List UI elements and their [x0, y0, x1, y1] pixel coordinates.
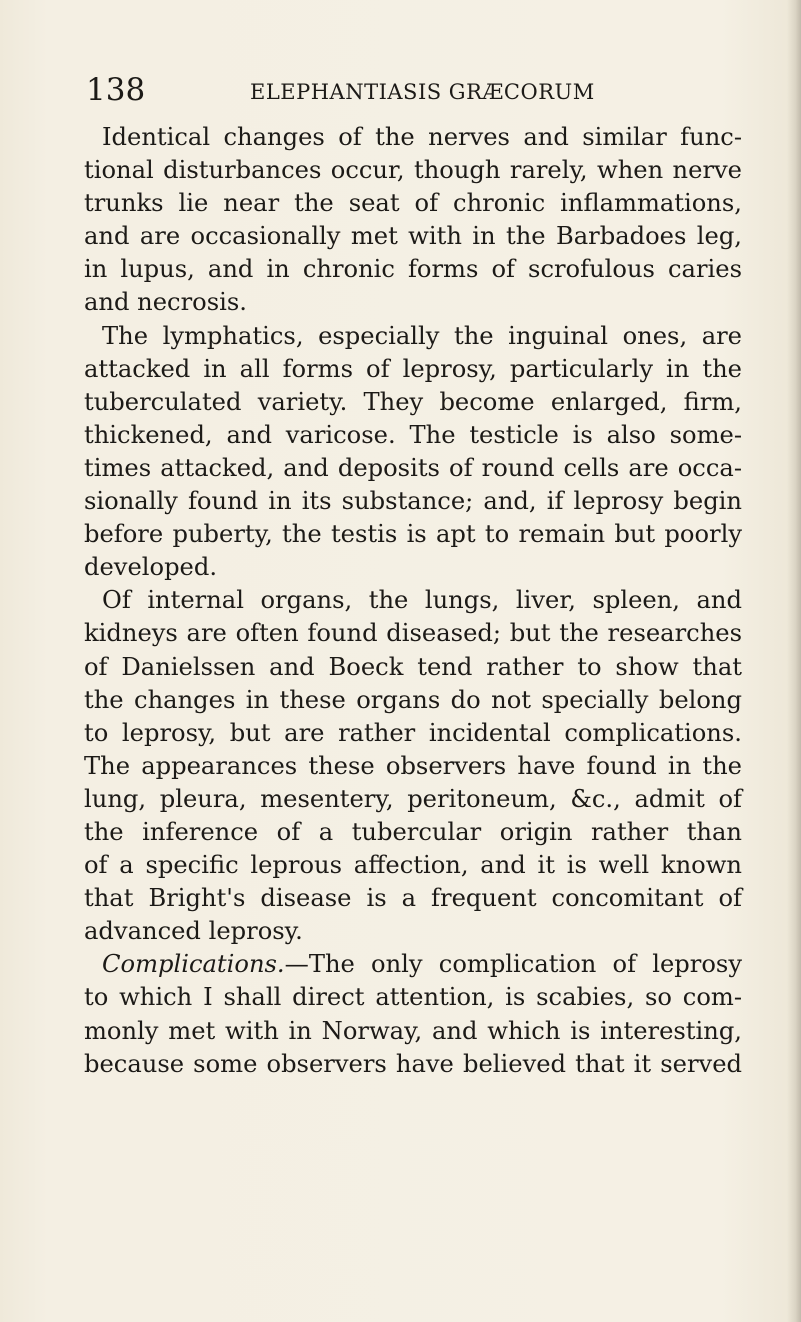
text-line: kidneys are often found diseased; but the researches [84, 619, 742, 648]
body-text [84, 121, 742, 1081]
text-line: monly met with in Norway, and which is interesting, [84, 1016, 742, 1045]
text-line: to which I shall direct attention, is scabies, so com- [84, 983, 742, 1012]
text-line: the changes in these organs do not specially belong [84, 685, 742, 714]
text-line: before puberty, the testis is apt to remain but poorly [84, 520, 742, 549]
text-line: Identical changes of the nerves and similar func- [102, 123, 742, 151]
page-header [86, 70, 738, 114]
text-line: and are occasionally met with in the Barbadoes leg, [84, 222, 742, 251]
text-line: tuberculated variety. They become enlarged, firm, [84, 387, 742, 416]
text-line: sionally found in its substance; and, if leprosy begin [84, 487, 742, 516]
running-head: ELEPHANTIASIS GRÆCORUM [250, 80, 595, 104]
text-line: trunks lie near the seat of chronic inflammations, [84, 189, 742, 218]
text-line: Of internal organs, the lungs, liver, spleen, and [102, 586, 742, 615]
text-line: thickened, and varicose. The testicle is also some- [84, 420, 742, 449]
page-number: 138 [86, 72, 146, 108]
text-line: attacked in all forms of leprosy, particularly in the [84, 354, 742, 383]
page-edge-shadow [787, 0, 801, 1322]
text-line: the inference of a tubercular origin rather than [84, 817, 742, 846]
text-line: to leprosy, but are rather incidental complications. [84, 718, 742, 747]
text-line: and necrosis. [84, 288, 247, 317]
text-line: of a specific leprous affection, and it is well known [84, 851, 742, 880]
text-line: The appearances these observers have found in the [84, 751, 742, 780]
text-line: of Danielssen and Boeck tend rather to show that [84, 652, 742, 681]
text-line [84, 948, 742, 981]
text-line: tional disturbances occur, though rarely, when nerve [84, 156, 742, 185]
text-line: lung, pleura, mesentery, peritoneum, &c., admit of [84, 784, 742, 813]
text-line: times attacked, and deposits of round cells are occa- [84, 453, 742, 482]
section-heading-italic: Complications. [102, 950, 285, 979]
text-line: that Bright's disease is a frequent concomitant of [84, 884, 742, 913]
text-fragment: —The only complication of leprosy [284, 950, 742, 979]
text-line: because some observers have believed that it served [84, 1049, 742, 1078]
text-line: advanced leprosy. [84, 917, 303, 946]
text-line: in lupus, and in chronic forms of scrofulous caries [84, 255, 742, 284]
text-line: developed. [84, 553, 218, 582]
text-line: The lymphatics, especially the inguinal ones, are [102, 321, 742, 350]
